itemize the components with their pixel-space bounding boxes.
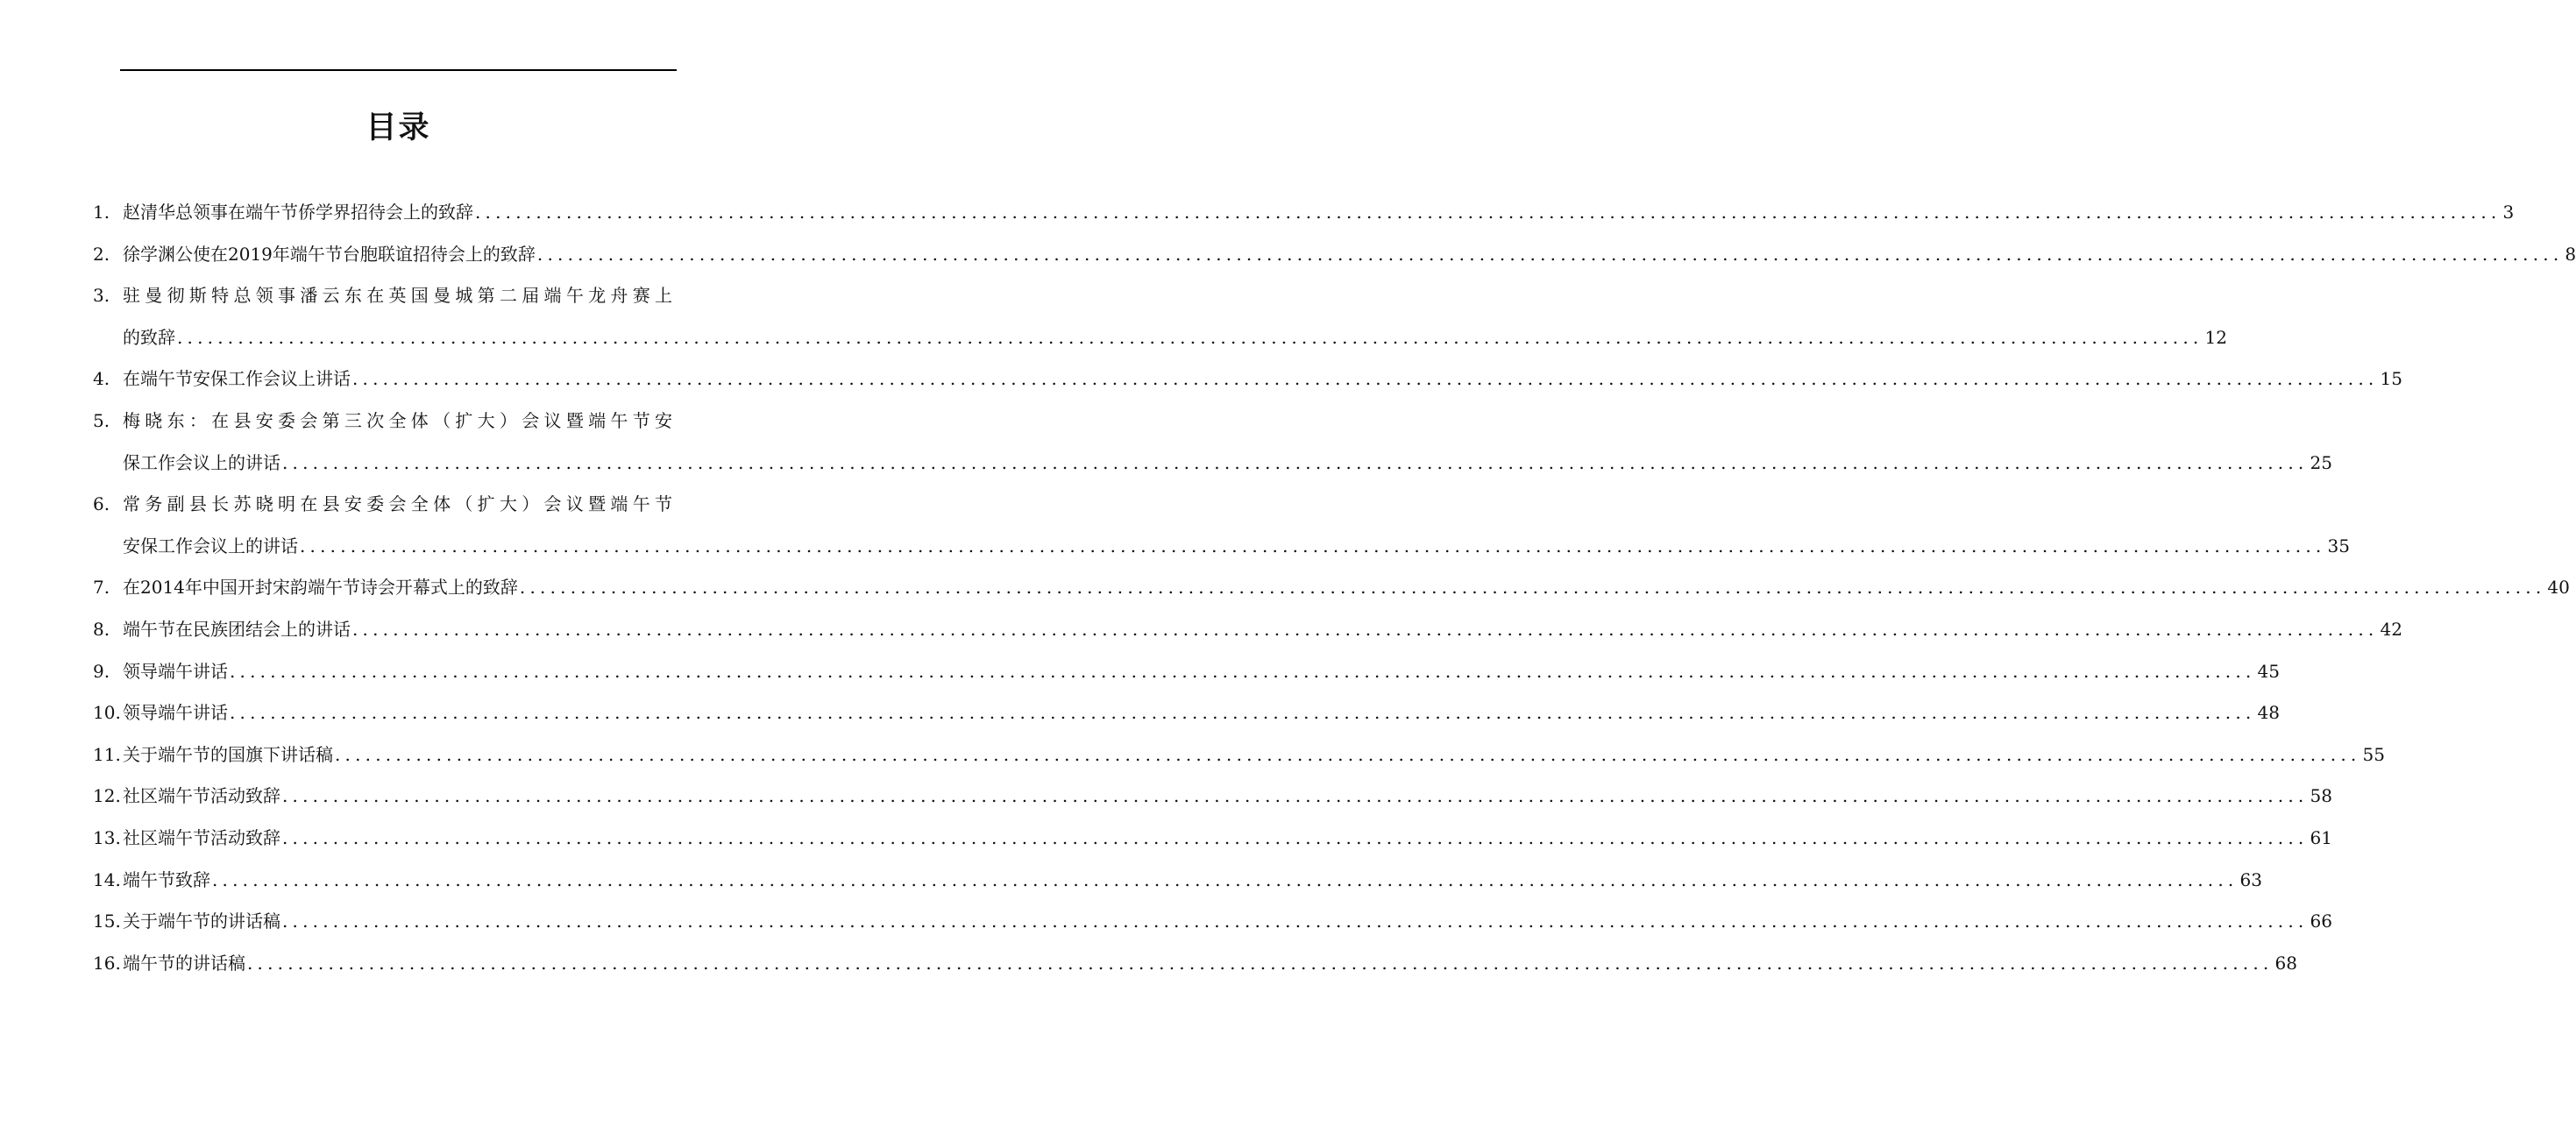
toc-page-number: 15 — [2380, 368, 2402, 390]
toc-leader-dots: ........................................................................................................................................................................................................ — [475, 202, 2501, 223]
toc-entry-line[interactable] — [93, 616, 2402, 642]
toc-entry-number: 16. — [93, 952, 121, 974]
toc-entry-title: 驻曼彻斯特总领事潘云东在英国曼城第二届端午龙舟赛上 — [123, 285, 677, 307]
toc-entry-body — [123, 574, 2570, 600]
toc-leader-dots: ........................................................................................................................................................................................................ — [300, 535, 2326, 556]
toc-leader-dots: ........................................................................................................................................................................................................ — [282, 911, 2309, 932]
toc-entry-number: 15. — [93, 911, 121, 932]
toc-entry-number: 14. — [93, 868, 121, 890]
toc-entry-title: 保工作会议上的讲话 — [123, 451, 280, 473]
toc-entry-body — [123, 533, 2350, 559]
toc-entry-title: 在2014年中国开封宋韵端午节诗会开幕式上的致辞 — [123, 577, 518, 599]
toc-page-number: 55 — [2362, 743, 2385, 765]
toc-entry-title: 安保工作会议上的讲话 — [123, 535, 298, 556]
toc-page-number: 40 — [2547, 577, 2570, 599]
toc-page-number: 61 — [2310, 827, 2332, 848]
toc-title: 目录 — [365, 110, 431, 145]
toc-entry-line[interactable] — [93, 324, 2227, 351]
toc-leader-dots: ........................................................................................................................................................................................................ — [282, 451, 2309, 473]
toc-leader-dots: ........................................................................................................................................................................................................ — [247, 952, 2274, 974]
toc-leader-dots: ........................................................................................................................................................................................................ — [352, 368, 2379, 390]
toc-entry-body — [123, 491, 677, 517]
toc-entry-line[interactable] — [93, 533, 2350, 559]
toc-leader-dots: ........................................................................................................................................................................................................ — [212, 868, 2239, 890]
toc-entry-line[interactable] — [93, 783, 2332, 809]
toc-entry-body — [123, 783, 2332, 809]
toc-entry-title: 梅晓东：在县安委会第三次全体（扩大）会议暨端午节安 — [123, 410, 677, 431]
toc-entry-number: 5. — [93, 410, 110, 431]
toc-entry-number: 1. — [93, 202, 110, 223]
toc-entry-title: 端午节在民族团结会上的讲话 — [123, 619, 351, 640]
toc-page-number: 58 — [2310, 785, 2332, 807]
toc-leader-dots: ........................................................................................................................................................................................................ — [282, 785, 2309, 807]
toc-page-number: 66 — [2310, 911, 2332, 932]
toc-entry-number: 6. — [93, 493, 110, 515]
toc-entry-body — [123, 908, 2332, 934]
toc-entry-body — [123, 408, 677, 434]
toc-entry-body — [123, 950, 2297, 976]
toc-entry-title: 社区端午节活动致辞 — [123, 827, 280, 848]
toc-entry-title: 端午节的讲话稿 — [123, 952, 245, 974]
toc-entry-title: 端午节致辞 — [123, 868, 210, 890]
toc-leader-dots: ........................................................................................................................................................................................................ — [230, 660, 2256, 682]
toc-entry-line[interactable] — [93, 365, 2402, 392]
toc-entry-line[interactable] — [93, 908, 2332, 934]
toc-entry-body — [123, 282, 677, 308]
toc-entry-line[interactable] — [93, 867, 2262, 893]
toc-entry-number: 11. — [93, 743, 121, 765]
toc-page-number: 63 — [2239, 868, 2262, 890]
toc-entry-body — [123, 741, 2385, 768]
toc-entry-line[interactable] — [93, 825, 2332, 851]
toc-entry-title: 常务副县长苏晓明在县安委会全体（扩大）会议暨端午节 — [123, 493, 677, 515]
toc-leader-dots: ........................................................................................................................................................................................................ — [536, 243, 2564, 265]
toc-leader-dots: ........................................................................................................................................................................................................ — [282, 827, 2309, 848]
toc-entry-line[interactable] — [93, 658, 2280, 684]
toc-entry-line[interactable] — [93, 491, 677, 517]
toc-entry-body — [123, 324, 2227, 351]
toc-entry-line[interactable] — [93, 950, 2297, 976]
toc-entry-title: 关于端午节的讲话稿 — [123, 911, 280, 932]
toc-leader-dots: ........................................................................................................................................................................................................ — [177, 326, 2203, 348]
toc-entry-line[interactable] — [93, 282, 677, 308]
toc-entry-title: 领导端午讲话 — [123, 660, 228, 682]
toc-page-number: 42 — [2380, 619, 2402, 640]
toc-entry-number: 10. — [93, 702, 121, 724]
toc-entry-line[interactable] — [93, 199, 2515, 225]
toc-entry-title: 领导端午讲话 — [123, 702, 228, 724]
toc-entry-number: 4. — [93, 368, 110, 390]
toc-entry-body — [123, 658, 2280, 684]
toc-page-number: 3 — [2502, 202, 2515, 223]
toc-entry-number: 12. — [93, 785, 121, 807]
toc-leader-dots: ........................................................................................................................................................................................................ — [352, 619, 2379, 640]
toc-entry-number: 3. — [93, 285, 110, 307]
toc-page-number: 35 — [2327, 535, 2350, 556]
toc-leader-dots: ........................................................................................................................................................................................................ — [519, 577, 2546, 599]
toc-entry-body — [123, 825, 2332, 851]
toc-entry-line[interactable] — [93, 741, 2385, 768]
toc-entry-body — [123, 241, 2576, 267]
toc-leader-dots: ........................................................................................................................................................................................................ — [230, 702, 2256, 724]
toc-entry-title: 的致辞 — [123, 326, 175, 348]
toc-entry-body — [123, 450, 2332, 476]
toc-page-number: 48 — [2257, 702, 2280, 724]
toc-entry-title: 关于端午节的国旗下讲话稿 — [123, 743, 333, 765]
toc-page-number: 68 — [2274, 952, 2297, 974]
toc-entry-number: 9. — [93, 660, 110, 682]
toc-page-number: 25 — [2310, 451, 2332, 473]
toc-entry-body — [123, 365, 2402, 392]
toc-entry-line[interactable] — [93, 699, 2280, 726]
toc-entry-title: 在端午节安保工作会议上讲话 — [123, 368, 351, 390]
toc-entry-line[interactable] — [93, 574, 2570, 600]
toc-page-number: 8 — [2565, 243, 2576, 265]
toc-entry-number: 7. — [93, 577, 110, 599]
toc-entry-line[interactable] — [93, 450, 2332, 476]
toc-entry-number: 13. — [93, 827, 121, 848]
toc-page-number: 12 — [2204, 326, 2227, 348]
toc-entry-title: 赵清华总领事在端午节侨学界招待会上的致辞 — [123, 202, 473, 223]
toc-entry-line[interactable] — [93, 241, 2576, 267]
toc-entry-line[interactable] — [93, 408, 677, 434]
toc-entry-number: 8. — [93, 619, 110, 640]
toc-leader-dots: ........................................................................................................................................................................................................ — [335, 743, 2361, 765]
toc-entry-body — [123, 199, 2515, 225]
toc-page-number: 45 — [2257, 660, 2280, 682]
toc-entry-title: 徐学渊公使在2019年端午节台胞联谊招待会上的致辞 — [123, 243, 536, 265]
toc-entry-number: 2. — [93, 243, 110, 265]
toc-entry-body — [123, 699, 2280, 726]
toc-entry-body — [123, 616, 2402, 642]
toc-entry-title: 社区端午节活动致辞 — [123, 785, 280, 807]
toc-entry-body — [123, 867, 2262, 893]
